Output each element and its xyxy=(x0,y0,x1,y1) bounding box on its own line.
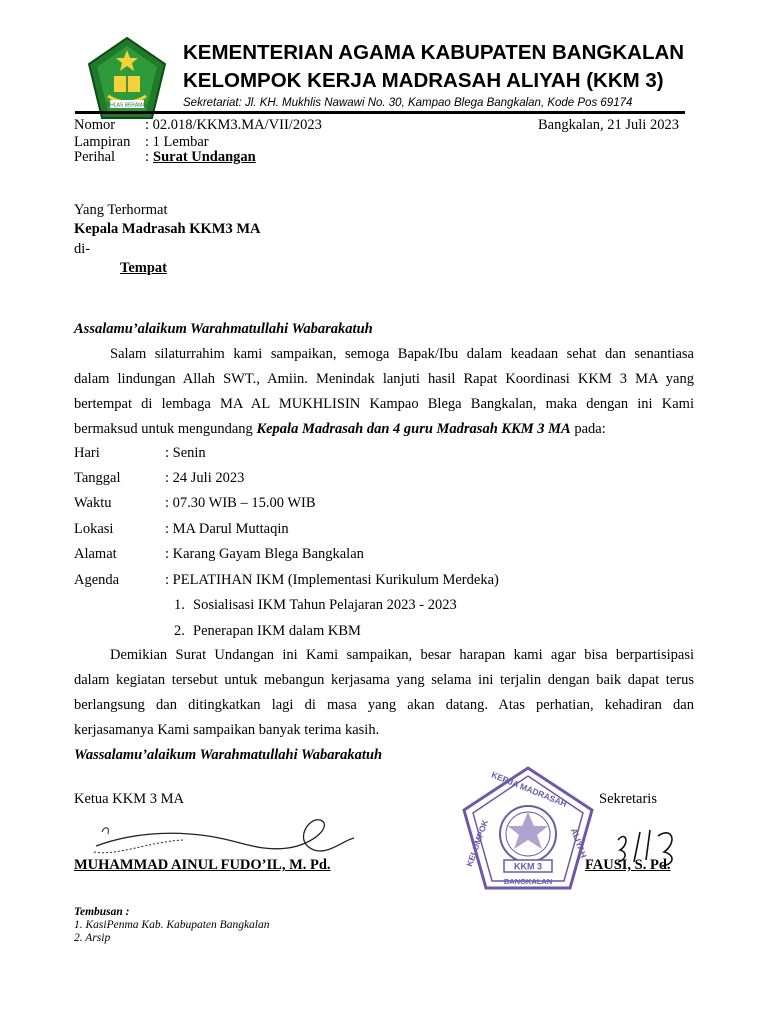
secretary-title: Sekretaris xyxy=(599,791,657,807)
paragraph-line: kerjasamanya Kami sampaikan banyak terima kasih. xyxy=(74,722,380,738)
cc-title: Tembusan : xyxy=(74,906,130,918)
event-label: Agenda xyxy=(74,572,120,588)
stamp-top-text: KERJA MADRASAH xyxy=(489,769,569,809)
paragraph-line: dalam lindungan Allah SWT., Amiin. Menindak lanjuti hasil Rapat Koordinasi KKM 3 MA yang xyxy=(74,371,694,387)
event-label: Hari xyxy=(74,445,100,461)
paragraph-line: Demikian Surat Undangan ini Kami sampaikan, besar harapan kami agar bisa berpartisipasi xyxy=(110,647,694,663)
organization-stamp xyxy=(458,762,598,894)
secretary-name: FAUSI, S. Pd. xyxy=(585,857,671,873)
ministry-of-religion-logo xyxy=(86,36,168,122)
stamp-bottom-text: BANGKALAN xyxy=(503,877,553,886)
logo-motto: IKHLAS BERAMAL xyxy=(105,102,149,109)
opening-greeting: Assalamu’alaikum Warahmatullahi Wabarakatuh xyxy=(74,321,373,337)
event-value: : Senin xyxy=(165,445,206,461)
intro-paragraph xyxy=(74,342,694,442)
recipient-place: Tempat xyxy=(120,260,167,276)
invite-text-end: pada: xyxy=(570,421,606,437)
perihal-label: Perihal xyxy=(74,149,116,165)
invite-text: bermaksud untuk mengundang xyxy=(74,421,257,437)
chairman-title: Ketua KKM 3 MA xyxy=(74,791,184,807)
nomor-label: Nomor xyxy=(74,117,116,133)
chairman-signature xyxy=(88,812,358,862)
lampiran-label: Lampiran xyxy=(74,134,131,150)
paragraph-line: berlangsung dan ditingkatkan lagi di masa yang akan datang. Atas perhatian, kehadiran dan xyxy=(74,697,694,713)
event-label: Alamat xyxy=(74,546,117,562)
stamp-center-text: KKM 3 xyxy=(513,861,543,872)
letterhead-rule xyxy=(75,111,685,114)
salutation: Yang Terhormat xyxy=(74,202,168,218)
working-group-title: KELOMPOK KERJA MADRASAH ALIYAH (KKM 3) xyxy=(183,69,664,92)
invitee-emphasis: Kepala Madrasah dan 4 guru Madrasah KKM 3 MA xyxy=(256,421,571,437)
event-label: Lokasi xyxy=(74,521,114,537)
ministry-title: KEMENTERIAN AGAMA KABUPATEN BANGKALAN xyxy=(183,41,685,64)
lampiran-value: : 1 Lembar xyxy=(145,134,209,150)
place-date: Bangkalan, 21 Juli 2023 xyxy=(538,117,679,133)
event-value: : 24 Juli 2023 xyxy=(165,470,245,486)
event-value: : MA Darul Muttaqin xyxy=(165,521,289,537)
event-label: Waktu xyxy=(74,495,112,511)
event-value: : PELATIHAN IKM (Implementasi Kurikulum Merdeka) xyxy=(165,572,499,588)
stamp-left-text: KELOMPOK xyxy=(464,818,491,868)
perihal-value: Surat Undangan xyxy=(153,149,256,165)
secretariat-address: Sekretariat: Jl. KH. Mukhlis Nawawi No. 30, Kampao Blega Bangkalan, Kode Pos 69174 xyxy=(183,97,633,109)
agenda-item-number: 2. xyxy=(174,623,185,639)
agenda-item-text: Sosialisasi IKM Tahun Pelajaran 2023 - 2023 xyxy=(193,597,457,613)
stamp-right-text: ALIYAH xyxy=(568,826,589,860)
paragraph-line: Salam silaturrahim kami sampaikan, semoga Bapak/Ibu dalam keadaan sehat dan senantiasa xyxy=(110,346,694,362)
paragraph-line: bertempat di lembaga MA AL MUKHLISIN Kampao Blega Bangkalan, maka dengan ini Kami xyxy=(74,396,694,412)
recipient-di: di- xyxy=(74,241,91,257)
agenda-item-text: Penerapan IKM dalam KBM xyxy=(193,623,361,639)
nomor-value: : 02.018/KKM3.MA/VII/2023 xyxy=(145,117,322,133)
recipient-name: Kepala Madrasah KKM3 MA xyxy=(74,221,261,237)
cc-item: 2. Arsip xyxy=(74,932,111,944)
closing-paragraph xyxy=(74,643,694,743)
chairman-name: MUHAMMAD AINUL FUDO’IL, M. Pd. xyxy=(74,857,331,873)
paragraph-line xyxy=(74,417,694,442)
cc-item: 1. KasiPenma Kab. Kabupaten Bangkalan xyxy=(74,919,270,931)
event-value: : 07.30 WIB – 15.00 WIB xyxy=(165,495,316,511)
paragraph-line: dalam kegiatan tersebut untuk mebangun kerjasama yang selama ini terjalin dengan baik dapat terus xyxy=(74,672,694,688)
closing-greeting: Wassalamu’alaikum Warahmatullahi Wabarakatuh xyxy=(74,747,383,763)
event-label: Tanggal xyxy=(74,470,121,486)
event-value: : Karang Gayam Blega Bangkalan xyxy=(165,546,364,562)
agenda-item-number: 1. xyxy=(174,597,185,613)
perihal-colon: : xyxy=(145,149,150,165)
